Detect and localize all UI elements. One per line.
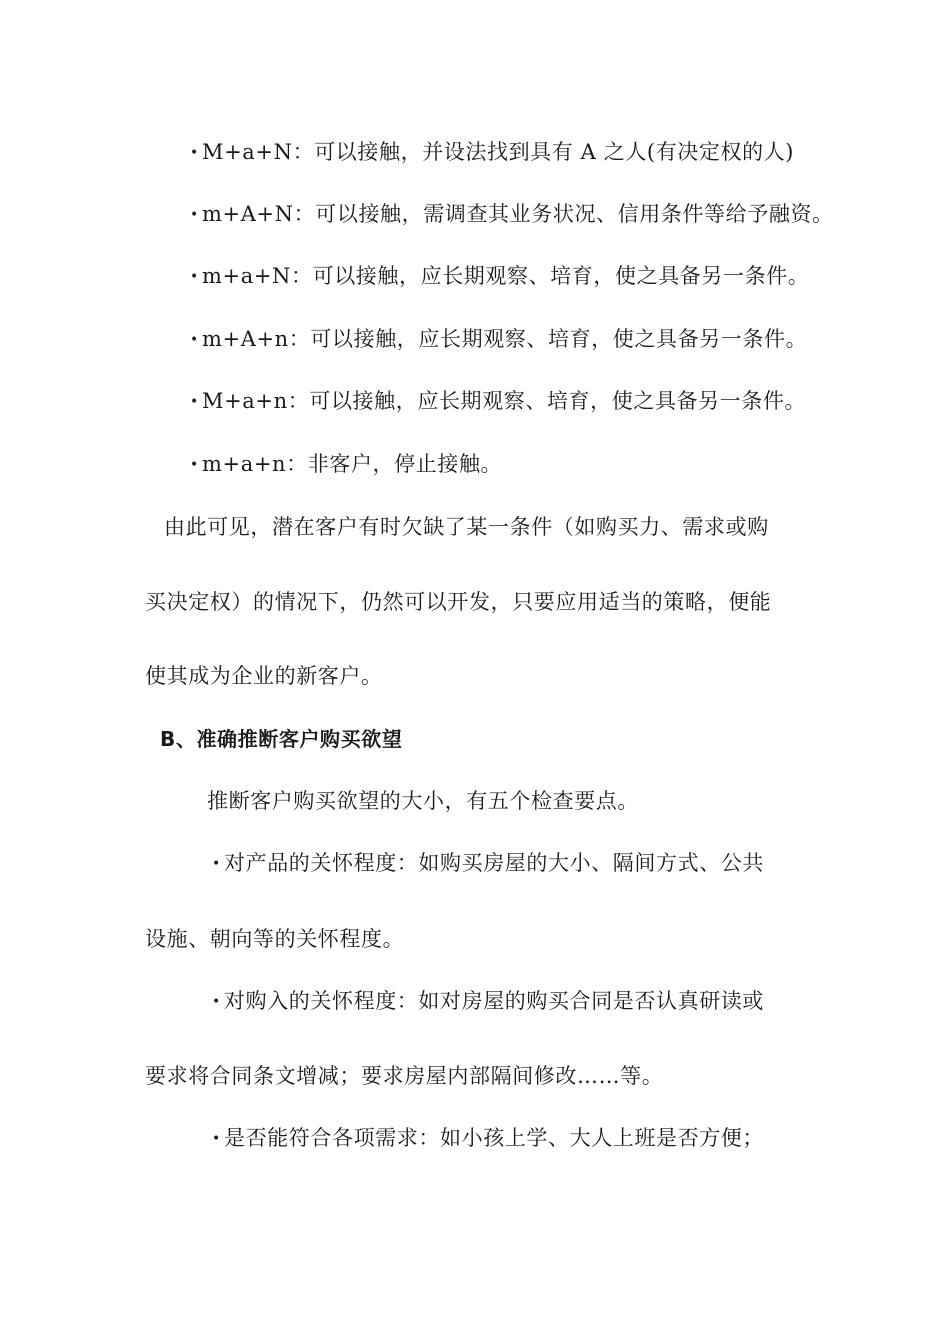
bullet-icon: • [190, 207, 199, 223]
category-code: m+A+N： [202, 202, 316, 226]
list-item [190, 325, 807, 354]
bullet-icon: • [190, 145, 199, 161]
category-code: M+a+N： [202, 140, 315, 164]
bullet-icon: • [212, 1131, 221, 1147]
category-code: M+a+n： [202, 389, 310, 413]
category-text: 可以接触，应长期观察、培育，使之具备另一条件。 [310, 327, 808, 351]
summary-line-1: 由此可见，潜在客户有时欠缺了某一条件（如购买力、需求或购 [164, 515, 769, 539]
section-intro: 推断客户购买欲望的大小，有五个检查要点。 [207, 789, 639, 813]
category-text: 可以接触，并设法找到具有 A 之人(有决定权的人) [314, 140, 795, 164]
bullet-icon: • [190, 394, 199, 410]
list-item [190, 450, 502, 479]
check-point-text: 对购入的关怀程度：如对房屋的购买合同是否认真研读或 [224, 989, 764, 1013]
bullet-icon: • [212, 856, 221, 872]
summary-line-3: 使其成为企业的新客户。 [145, 664, 383, 688]
category-code: m+A+n： [202, 327, 311, 351]
category-text: 非客户，停止接触。 [307, 452, 503, 476]
list-item [190, 387, 806, 416]
list-item [190, 138, 794, 167]
category-code: m+a+N： [202, 264, 313, 288]
summary-line-2: 买决定权）的情况下，仍然可以开发，只要应用适当的策略，便能 [145, 590, 772, 614]
category-text: 可以接触，应长期观察、培育，使之具备另一条件。 [309, 389, 807, 413]
bullet-icon: • [212, 994, 221, 1010]
list-item [190, 262, 809, 291]
check-point-text: 是否能符合各项需求：如小孩上学、大人上班是否方便； [224, 1126, 764, 1150]
list-item [190, 200, 834, 229]
check-point-1-cont: 设施、朝向等的关怀程度。 [145, 927, 405, 951]
bullet-icon: • [190, 332, 199, 348]
check-point-1 [212, 849, 764, 878]
check-point-text: 对产品的关怀程度：如购买房屋的大小、隔间方式、公共 [224, 851, 764, 875]
check-point-3 [212, 1124, 764, 1153]
bullet-icon: • [190, 457, 199, 473]
check-point-2-cont: 要求将合同条文增减；要求房屋内部隔间修改……等。 [145, 1064, 664, 1088]
category-text: 可以接触，需调查其业务状况、信用条件等给予融资。 [315, 202, 834, 226]
check-point-2 [212, 987, 764, 1016]
category-text: 可以接触，应长期观察、培育，使之具备另一条件。 [312, 264, 810, 288]
category-code: m+a+n： [202, 452, 308, 476]
section-heading: B、准确推断客户购买欲望 [160, 727, 403, 751]
bullet-icon: • [190, 269, 199, 285]
